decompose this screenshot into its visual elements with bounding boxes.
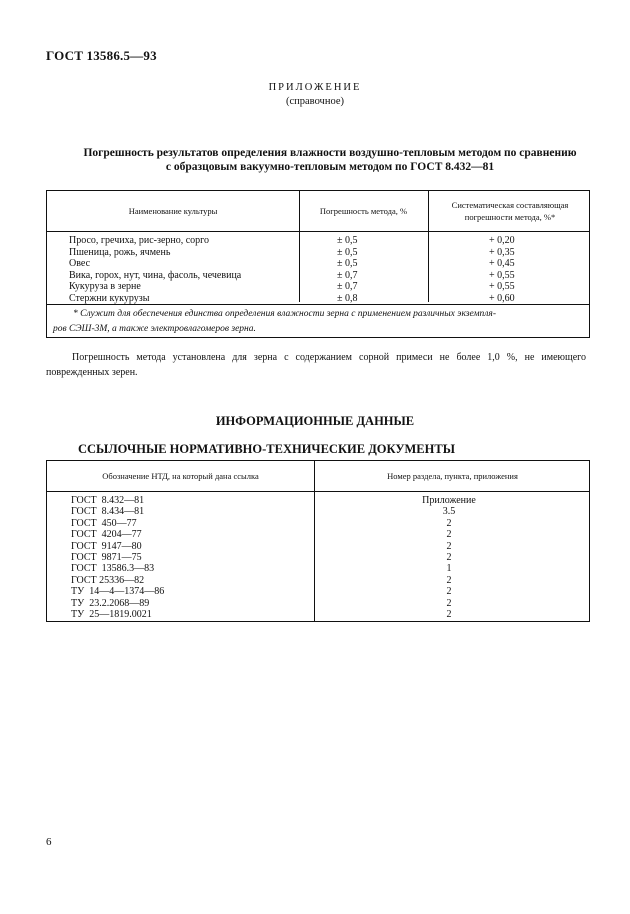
list-item: + 0,20 xyxy=(489,235,515,246)
list-item: ± 0,7 xyxy=(337,269,358,281)
table-row: ГОСТ 8.434—81 xyxy=(71,506,145,518)
list-item: ± 0,5 xyxy=(337,258,358,270)
list-item: Вика, горох, нут, чина, фасоль, чечевица xyxy=(69,269,242,281)
table-row: 2 xyxy=(446,586,452,598)
list-item: Овес xyxy=(69,258,91,270)
appendix-title: ПРИЛОЖЕНИЕ xyxy=(268,82,362,93)
list-item: + 0,60 xyxy=(489,292,515,304)
list-item: + 0,45 xyxy=(489,258,515,270)
table-row: ГОСТ 9147—80 xyxy=(71,540,142,552)
list-item: Кукуруза в зерне xyxy=(69,281,141,293)
table-row: 2 xyxy=(446,597,452,609)
table-row: 2 xyxy=(446,574,452,586)
designation-column xyxy=(71,495,311,620)
section-column xyxy=(399,495,499,620)
culture-column xyxy=(69,235,297,305)
list-item: ± 0,8 xyxy=(337,292,358,304)
footnote-line2: ров СЭШ-3М, а также электровлагомеров зерна. xyxy=(53,324,256,334)
info-heading: ИНФОРМАЦИОННЫЕ ДАННЫЕ xyxy=(215,414,415,428)
header-systematic-error: Систематическая составляющая погрешности метода, %* xyxy=(451,200,569,222)
table-row: 2 xyxy=(446,517,452,529)
table-row: ГОСТ 25336—82 xyxy=(71,574,145,586)
table-row: ГОСТ 8.432—81 xyxy=(71,495,145,506)
list-item: + 0,55 xyxy=(489,281,515,293)
document-code: ГОСТ 13586.5—93 xyxy=(46,48,157,63)
references-heading: ССЫЛОЧНЫЕ НОРМАТИВНО-ТЕХНИЧЕСКИЕ ДОКУМЕНТЫ xyxy=(78,442,455,456)
accuracy-table xyxy=(46,190,590,338)
table-row: ТУ 25—1819.0021 xyxy=(71,609,152,621)
table1-title xyxy=(40,146,620,174)
header-culture: Наименование культуры xyxy=(128,206,218,216)
table-row: 2 xyxy=(446,609,452,621)
systematic-column xyxy=(489,235,559,305)
list-item: ± 0,7 xyxy=(337,281,358,293)
table-row: ТУ 23.2.2068—89 xyxy=(71,597,150,609)
table-row: 2 xyxy=(446,540,452,552)
table-row: Приложение xyxy=(422,495,476,506)
table-row: ГОСТ 450—77 xyxy=(71,517,137,529)
error-column xyxy=(337,235,397,305)
appendix-subtitle: (справочное) xyxy=(286,96,344,107)
table-row: ГОСТ 4204—77 xyxy=(71,529,142,541)
table-row: 3.5 xyxy=(442,506,456,518)
references-table xyxy=(46,460,590,622)
list-item: ± 0,5 xyxy=(337,235,358,246)
list-item: + 0,55 xyxy=(489,269,515,281)
header-method-error: Погрешность метода, % xyxy=(319,206,408,216)
list-item: + 0,35 xyxy=(489,246,515,258)
table-row: 2 xyxy=(446,552,452,564)
list-item: ± 0,5 xyxy=(337,246,358,258)
table-row: ТУ 14—4—1374—86 xyxy=(71,586,165,598)
table1-title-line1: Погрешность результатов определения влажности воздушно-тепловым методом по сравнению xyxy=(83,147,577,159)
table-row: ГОСТ 13586.3—83 xyxy=(71,563,155,575)
header-designation: Обозначение НТД, на который дана ссылка xyxy=(102,471,259,481)
page-number: 6 xyxy=(46,836,52,848)
table-row: ГОСТ 9871—75 xyxy=(71,552,142,564)
table-row: 2 xyxy=(446,529,452,541)
list-item: Просо, гречиха, рис-зерно, сорго xyxy=(69,235,210,246)
list-item: Пшеница, рожь, ячмень xyxy=(69,246,171,258)
method-accuracy-paragraph: Погрешность метода установлена для зерна с содержанием сорной примеси не более 1,0 %, не имеющего поврежденных зерен. xyxy=(46,352,586,378)
table1-footnote xyxy=(53,307,585,337)
header-section: Номер раздела, пункта, приложения xyxy=(387,471,518,481)
table-row: 1 xyxy=(446,563,452,575)
list-item: Стержни кукурузы xyxy=(69,292,150,304)
footnote-line1: * Служит для обеспечения единства определения влажности зерна с применением различных экземпля- xyxy=(73,309,497,319)
table1-title-line2: с образцовым вакуумно-тепловым методом по ГОСТ 8.432—81 xyxy=(165,161,495,173)
